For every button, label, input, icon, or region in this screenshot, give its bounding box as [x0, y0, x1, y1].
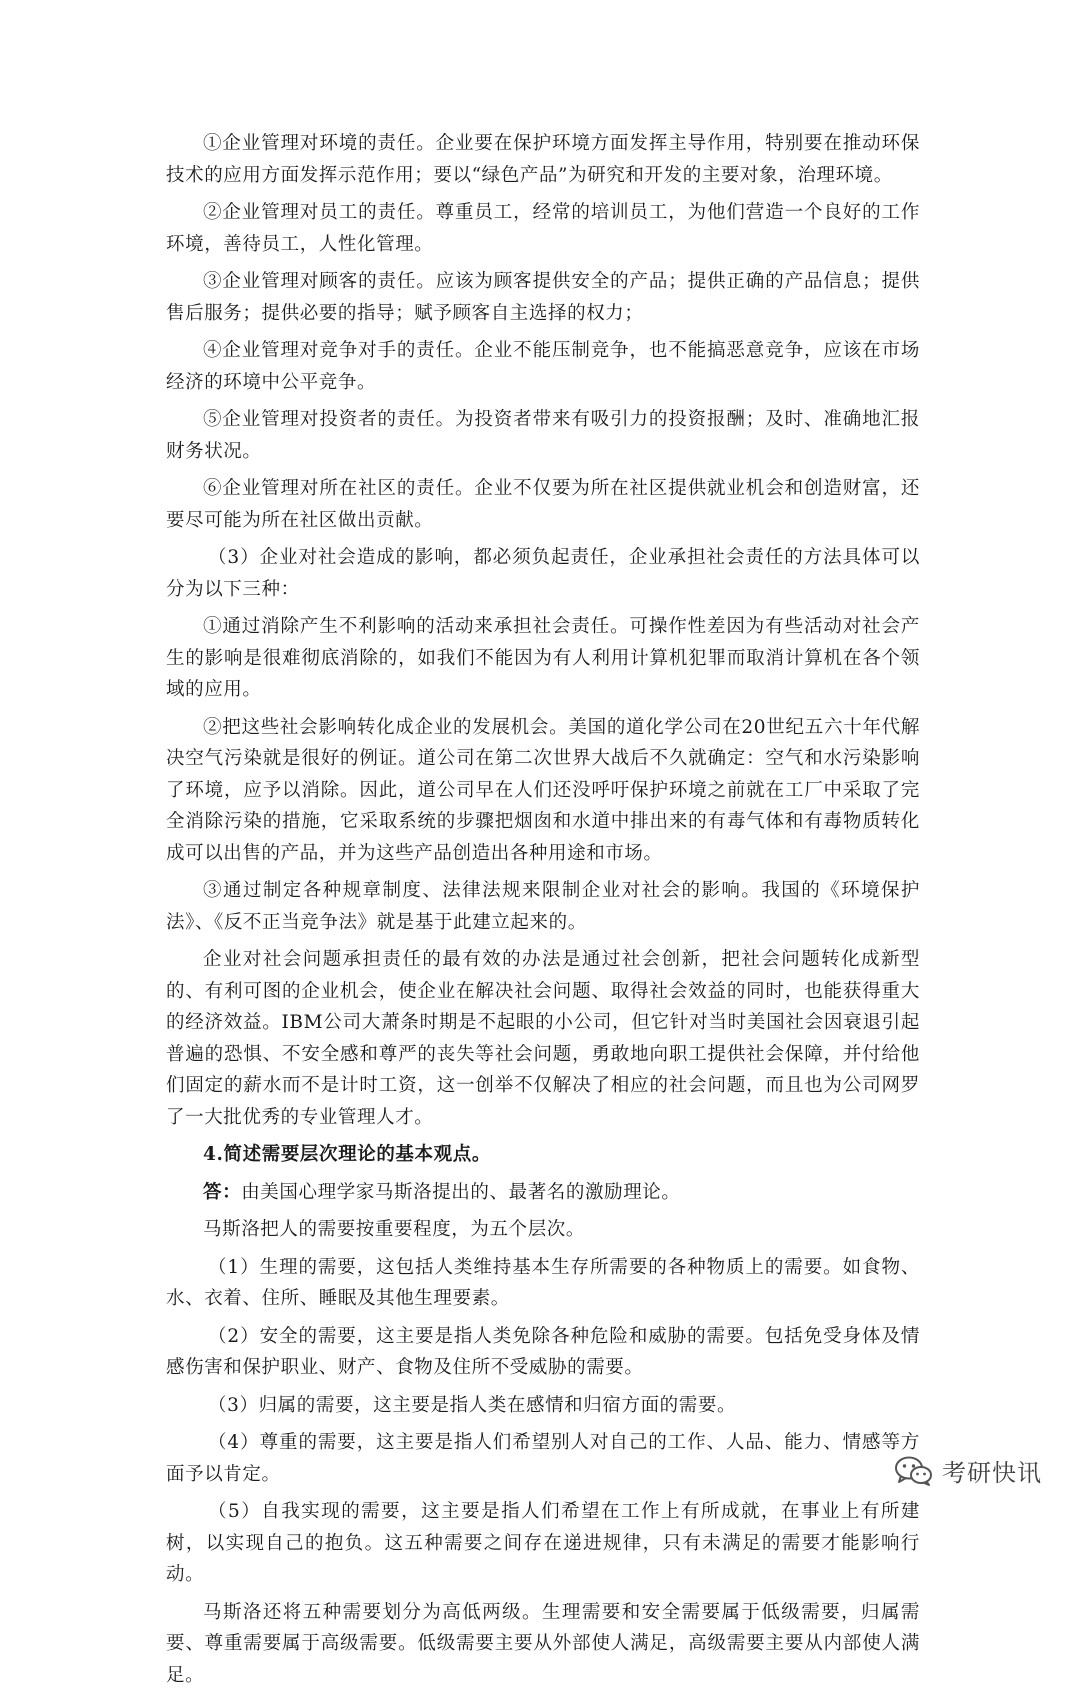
paragraph-five-levels: 马斯洛把人的需要按重要程度，为五个层次。	[203, 1219, 586, 1240]
paragraph-competitor-responsibility: ④企业管理对竞争对手的责任。企业不能压制竞争，也不能搞恶意竞争，应该在市场经济的环境中公平竞争。	[166, 340, 920, 393]
paragraph-employee-responsibility: ②企业管理对员工的责任。尊重员工，经常的培训员工，为他们营造一个良好的工作环境，善待员工，人性化管理。	[166, 202, 920, 255]
question-heading: 4.简述需要层次理论的基本观点。	[203, 1144, 491, 1165]
watermark-text: 考研快讯	[942, 1459, 1042, 1487]
paragraph-method-3: ③通过制定各种规章制度、法律法规来限制企业对社会的影响。我国的《环境保护法》、《反不正当竞争法》就是基于此建立起来的。	[166, 880, 920, 933]
paragraph-customer-responsibility: ③企业管理对顾客的责任。应该为顾客提供安全的产品；提供正确的产品信息；提供售后服务；提供必要的指导；赋予顾客自主选择的权力；	[166, 271, 920, 324]
paragraph-safety-need: （2）安全的需要，这主要是指人类免除各种危险和威胁的需要。包括免受身体及情感伤害和保护职业、财产、食物及住所不受威胁的需要。	[166, 1325, 920, 1378]
document-body	[166, 128, 920, 1697]
answer-text: 由美国心理学家马斯洛提出的、最著名的激励理论。	[241, 1181, 681, 1203]
paragraph-self-actualization-need: （5）自我实现的需要，这主要是指人们希望在工作上有所成就，在事业上有所建树，以实现自己的抱负。这五种需要之间存在递进规律，只有未满足的需要才能影响行动。	[166, 1501, 920, 1585]
paragraph-environment-responsibility: ①企业管理对环境的责任。企业要在保护环境方面发挥主导作用，特别要在推动环保技术的应用方面发挥示范作用；要以“绿色产品”为研究和开发的主要对象，治理环境。	[166, 133, 920, 186]
paragraph-physiological-need: （1）生理的需要，这包括人类维持基本生存所需要的各种物质上的需要。如食物、水、衣着、住所、睡眠及其他生理要素。	[166, 1256, 920, 1309]
paragraph-method-1: ①通过消除产生不利影响的活动来承担社会责任。可操作性差因为有些活动对社会产生的影响是很难彻底消除的，如我们不能因为有人利用计算机犯罪而取消计算机在各个领域的应用。	[166, 616, 920, 700]
paragraph-need-levels-summary: 马斯洛还将五种需要划分为高低两级。生理需要和安全需要属于低级需要，归属需要、尊重需要属于高级需要。低级需要主要从外部使人满足，高级需要主要从内部使人满足。	[166, 1601, 920, 1686]
watermark	[894, 1453, 1042, 1488]
paragraph-social-innovation: 企业对社会问题承担责任的最有效的办法是通过社会创新，把社会问题转化成新型的、有利可图的企业机会，使企业在解决社会问题、取得社会效益的同时，也能获得重大的经济效益。IBM公司大萧条时期是不起眼的小公司，但它针对当时美国社会因衰退引起普遍的恐惧、不安全感和尊严的丧失等社会问题，勇敢地向职工提供社会保障，并付给他们固定的薪水而不是计时工资，这一创举不仅解决了相应的社会问题，而且也为公司网罗了一大批优秀的专业管理人才。	[166, 949, 920, 1128]
paragraph-esteem-need: （4）尊重的需要，这主要是指人们希望别人对自己的工作、人品、能力、情感等方面予以肯定。	[166, 1432, 920, 1485]
paragraph-method-2: ②把这些社会影响转化成企业的发展机会。美国的道化学公司在20世纪五六十年代解决空气污染就是很好的例证。道公司在第二次世界大战后不久就确定：空气和水污染影响了环境，应予以消除。因此，道公司早在人们还没呼吁保护环境之前就在工厂中采取了完全消除污染的措施，它采取系统的步骤把烟囱和水道中排出来的有毒气体和有毒物质转化成可以出售的产品，并为这些产品创造出各种用途和市场。	[166, 716, 920, 864]
answer-label: 答：	[203, 1181, 242, 1203]
answer-paragraph	[166, 1177, 920, 1209]
paragraph-belonging-need: （3）归属的需要，这主要是指人类在感情和归宿方面的需要。	[208, 1394, 737, 1416]
paragraph-methods-intro: （3）企业对社会造成的影响，都必须负起责任，企业承担社会责任的方法具体可以分为以下三种：	[166, 547, 920, 600]
paragraph-investor-responsibility: ⑤企业管理对投资者的责任。为投资者带来有吸引力的投资报酬；及时、准确地汇报财务状况。	[166, 409, 920, 462]
paragraph-community-responsibility: ⑥企业管理对所在社区的责任。企业不仅要为所在社区提供就业机会和创造财富，还要尽可能为所在社区做出贡献。	[166, 478, 920, 531]
wechat-icon	[894, 1455, 934, 1487]
